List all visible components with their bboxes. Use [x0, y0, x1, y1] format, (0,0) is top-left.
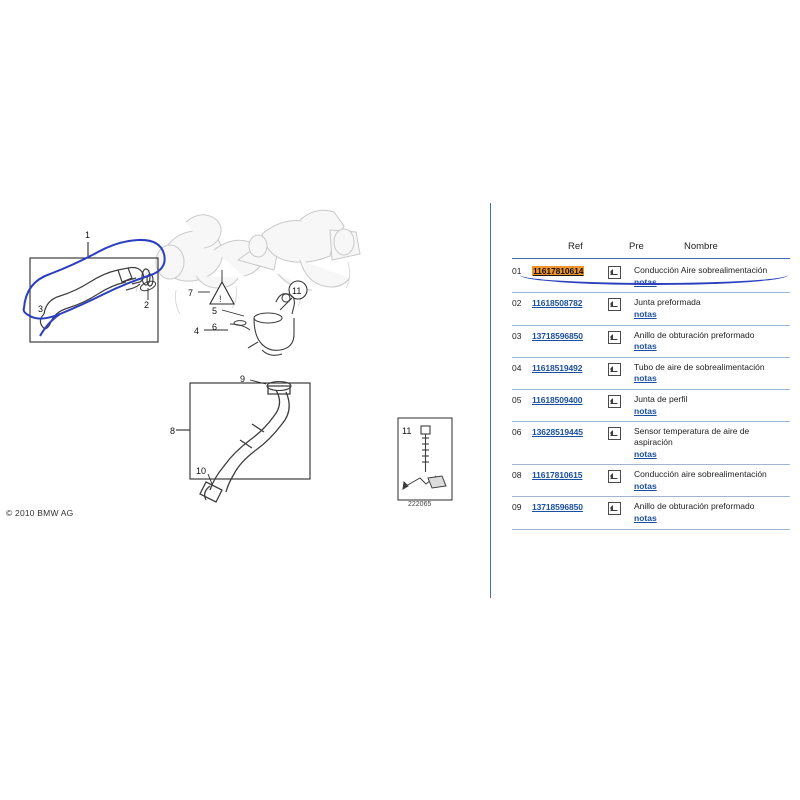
svg-text:10: 10 — [196, 466, 207, 476]
svg-text:2: 2 — [144, 300, 150, 310]
copyright-notice: © 2010 BMW AG — [6, 508, 74, 518]
row-pre[interactable] — [608, 394, 634, 413]
row-ref[interactable] — [532, 469, 608, 480]
pre-icon[interactable] — [608, 470, 621, 483]
column-header-ref: Ref — [568, 241, 583, 252]
part-number-link[interactable]: 13628519445 — [532, 427, 583, 438]
table-row[interactable] — [512, 358, 790, 390]
table-row[interactable] — [512, 465, 790, 497]
part-name: Junta de perfil — [634, 394, 688, 404]
row-pre[interactable] — [608, 362, 634, 381]
notes-link[interactable]: notas — [634, 308, 657, 319]
pre-icon[interactable] — [608, 363, 621, 376]
svg-text:1: 1 — [85, 230, 91, 240]
row-position: 08 — [512, 470, 522, 481]
part-name: Tubo de aire de sobrealimentación — [634, 361, 765, 372]
row-position: 04 — [512, 362, 522, 373]
notes-link[interactable]: notas — [634, 373, 657, 384]
row-ref[interactable] — [532, 394, 608, 405]
row-position: 05 — [512, 395, 522, 405]
notes-link[interactable]: notas — [634, 276, 657, 287]
svg-text:9: 9 — [240, 374, 246, 384]
table-row[interactable] — [512, 390, 790, 422]
parts-diagram — [0, 190, 470, 610]
column-header-nombre: Nombre — [684, 241, 718, 252]
row-pre[interactable] — [608, 501, 634, 520]
part-name: Anillo de obturación preformado — [634, 501, 755, 512]
part-name: Conducción aire sobrealimentación — [634, 469, 767, 480]
pre-icon[interactable] — [608, 331, 621, 344]
svg-text:6: 6 — [212, 322, 218, 332]
row-ref[interactable] — [532, 362, 608, 373]
notes-link[interactable]: notas — [634, 480, 657, 491]
pre-icon[interactable] — [608, 266, 621, 279]
row-position: 02 — [512, 298, 522, 309]
row-pre[interactable] — [608, 426, 634, 445]
row-ref[interactable] — [532, 330, 608, 341]
part-name: Conducción Aire sobrealimentación — [634, 265, 768, 275]
row-ref[interactable] — [532, 297, 608, 308]
part-number-link[interactable]: 13718596850 — [532, 502, 583, 513]
pre-icon[interactable] — [608, 298, 621, 311]
screw-icon — [421, 426, 430, 472]
svg-text:11: 11 — [292, 286, 302, 296]
notes-link[interactable]: notas — [634, 448, 657, 459]
svg-text:11: 11 — [402, 426, 412, 436]
table-row[interactable] — [512, 497, 790, 529]
row-pre[interactable] — [608, 330, 634, 349]
part-number-link[interactable]: 11618509400 — [532, 395, 583, 405]
part-name: Anillo de obturación preformado — [634, 329, 755, 340]
panel-divider — [490, 203, 491, 598]
pre-icon[interactable] — [608, 427, 621, 440]
svg-text:7: 7 — [188, 288, 194, 298]
svg-text:!: ! — [219, 294, 222, 304]
column-header-pre: Pre — [629, 241, 644, 252]
charge-air-pipe-lower — [200, 386, 290, 502]
svg-text:222065: 222065 — [408, 501, 432, 508]
row-pre[interactable] — [608, 297, 634, 316]
parts-rows — [512, 261, 790, 530]
svg-text:5: 5 — [212, 306, 218, 316]
row-name — [634, 394, 790, 416]
table-row[interactable] — [512, 293, 790, 325]
table-row[interactable] — [512, 422, 790, 465]
engine-outline-icon — [156, 210, 360, 290]
row-ref[interactable] — [532, 265, 608, 276]
table-row[interactable] — [512, 261, 790, 293]
row-name — [634, 330, 790, 352]
pre-icon[interactable] — [608, 395, 621, 408]
row-position: 03 — [512, 330, 522, 341]
part-name: Sensor temperatura de aire de aspiración — [634, 426, 750, 447]
row-name — [634, 362, 790, 384]
part-name: Junta preformada — [634, 297, 701, 308]
svg-text:4: 4 — [194, 326, 200, 336]
header-underline — [512, 258, 790, 259]
part-number-link[interactable]: 11617810614 — [533, 266, 584, 276]
part-number-link[interactable]: 11617810615 — [532, 470, 583, 481]
row-position: 01 — [512, 266, 522, 276]
row-position: 09 — [512, 502, 522, 513]
row-ref[interactable] — [532, 501, 608, 512]
torque-symbol-icon — [403, 476, 446, 489]
row-position: 06 — [512, 427, 522, 438]
row-name — [634, 297, 790, 319]
row-name — [634, 426, 790, 459]
detail-box-8 — [190, 383, 310, 479]
notes-link[interactable]: notas — [634, 405, 657, 416]
svg-text:3: 3 — [38, 304, 44, 314]
row-pre[interactable] — [608, 469, 634, 488]
row-ref[interactable] — [532, 426, 608, 437]
row-name — [634, 501, 790, 523]
row-pre[interactable] — [608, 265, 634, 284]
row-name — [634, 469, 790, 491]
pre-icon[interactable] — [608, 502, 621, 515]
part-number-link[interactable]: 11618508782 — [532, 298, 583, 309]
row-name — [634, 265, 790, 287]
notes-link[interactable]: notas — [634, 513, 657, 523]
part-number-link[interactable]: 13718596850 — [532, 330, 583, 341]
svg-text:8: 8 — [170, 426, 176, 436]
table-row[interactable] — [512, 326, 790, 358]
notes-link[interactable]: notas — [634, 341, 657, 352]
part-number-link[interactable]: 11618519492 — [532, 362, 583, 373]
parts-table-panel — [490, 203, 790, 598]
